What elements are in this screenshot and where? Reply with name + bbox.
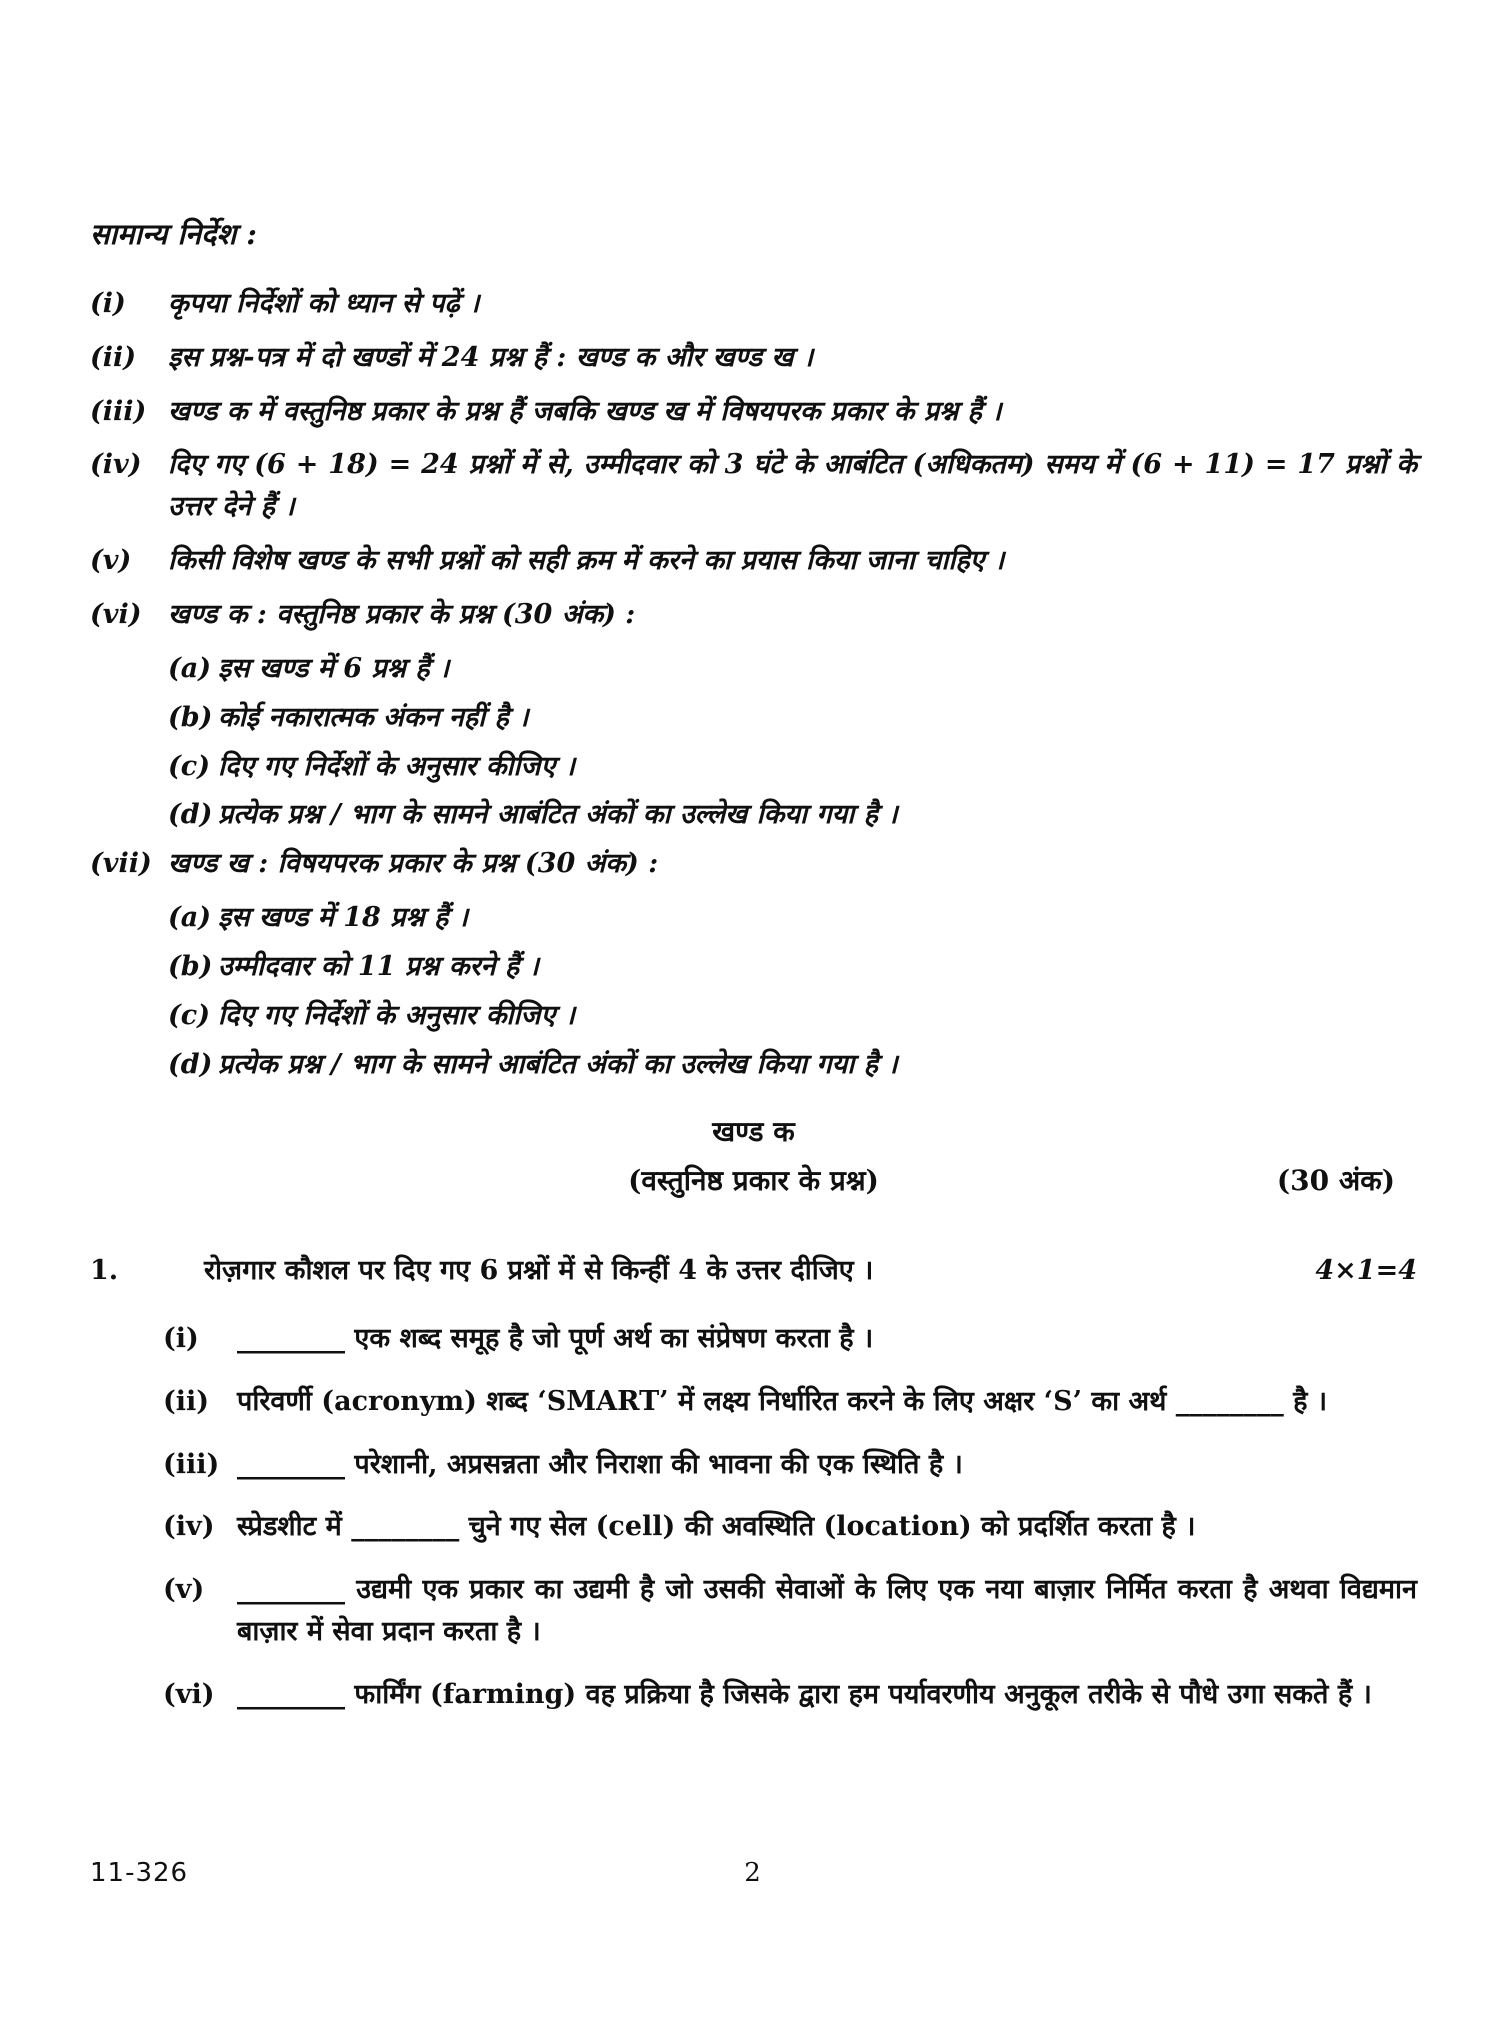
- part-label: (vi): [163, 1678, 215, 1710]
- instruction-label: (ii): [90, 341, 137, 373]
- instruction-subtext: उम्मीदवार को 11 प्रश्न करने हैं ।: [218, 950, 539, 982]
- instruction-subtext: इस खण्ड में 18 प्रश्न हैं ।: [218, 902, 469, 934]
- instruction-subitem-vii-d: [168, 1044, 1417, 1086]
- part-text: ________ उद्यमी एक प्रकार का उद्यमी है जो उसकी सेवाओं के लिए एक नया बाज़ार निर्मित करता है अथवा विद्यमान बाज़ार में सेवा प्रदान करता है ।: [237, 1574, 1417, 1648]
- instruction-text: खण्ड क में वस्तुनिष्ठ प्रकार के प्रश्न हैं जबकि खण्ड ख में विषयपरक प्रकार के प्रश्न हैं ।: [168, 395, 1002, 427]
- page-number: 2: [744, 1858, 761, 1888]
- instruction-sublabel: (d): [168, 1048, 213, 1080]
- instruction-item-vi: [90, 594, 1417, 636]
- paper-code: 11-326: [90, 1858, 189, 1888]
- instruction-subitem-vi-b: [168, 697, 1417, 739]
- question-1-part-iv: [163, 1506, 1417, 1548]
- instruction-label: (iv): [90, 449, 142, 481]
- instruction-label: (i): [90, 287, 126, 319]
- part-label: (ii): [163, 1385, 210, 1417]
- part-label: (iii): [163, 1448, 220, 1480]
- instruction-item-v: [90, 540, 1417, 582]
- instruction-label: (v): [90, 545, 132, 577]
- part-label: (i): [163, 1322, 199, 1354]
- instruction-text: कृपया निर्देशों को ध्यान से पढ़ें ।: [168, 287, 480, 319]
- instruction-sublabel: (c): [168, 999, 210, 1031]
- instruction-sublabel: (b): [168, 950, 213, 982]
- instruction-item-vii: [90, 843, 1417, 885]
- instruction-subitem-vi-d: [168, 794, 1417, 836]
- instruction-label: (vii): [90, 848, 152, 880]
- instruction-sublabel: (a): [168, 902, 212, 934]
- instruction-label: (iii): [90, 395, 147, 427]
- section-subtitle: (वस्तुनिष्ठ प्रकार के प्रश्न): [628, 1163, 879, 1197]
- part-text: ________ एक शब्द समूह है जो पूर्ण अर्थ का संप्रेषण करता है ।: [237, 1322, 874, 1354]
- question-number: 1.: [90, 1255, 119, 1286]
- instruction-subtext: दिए गए निर्देशों के अनुसार कीजिए ।: [218, 999, 576, 1031]
- general-instructions: [90, 212, 1417, 1092]
- instruction-subtext: प्रत्येक प्रश्न / भाग के सामने आबंटित अंकों का उल्लेख किया गया है ।: [218, 1048, 898, 1080]
- instruction-item-i: [90, 283, 1417, 325]
- question-1-part-i: [163, 1318, 1417, 1360]
- section-marks: (30 अंक): [1276, 1163, 1395, 1197]
- instruction-item-ii: [90, 337, 1417, 379]
- instruction-subitem-vii-c: [168, 995, 1417, 1037]
- instruction-sublabel: (a): [168, 652, 212, 684]
- instruction-item-iv: [90, 444, 1417, 528]
- general-instructions-heading: सामान्य निर्देश :: [90, 217, 257, 251]
- section-title: खण्ड क: [712, 1115, 795, 1148]
- instruction-label: (vi): [90, 599, 142, 630]
- instruction-sublabel: (d): [168, 799, 213, 831]
- question-1-head: [90, 1250, 1417, 1292]
- instruction-subitem-vi-a: [168, 648, 1417, 690]
- instruction-text: दिए गए (6 + 18) = 24 प्रश्नों में से, उम्मीदवार को 3 घंटे के आबंटित (अधिकतम) समय में (6 + 11) = 17 प्रश्नों के उत्तर देने हैं ।: [168, 449, 1417, 523]
- part-label: (iv): [163, 1511, 215, 1543]
- question-1-part-v: [163, 1569, 1417, 1653]
- instruction-text: खण्ड ख : विषयपरक प्रकार के प्रश्न (30 अंक) :: [168, 848, 659, 880]
- question-1-part-ii: [163, 1381, 1417, 1423]
- instruction-sublabel: (c): [168, 750, 210, 782]
- instruction-subtext: इस खण्ड में 6 प्रश्न हैं ।: [218, 652, 450, 684]
- instruction-text: किसी विशेष खण्ड के सभी प्रश्नों को सही क्रम में करने का प्रयास किया जाना चाहिए ।: [168, 545, 1005, 577]
- section-a-header: [90, 1112, 1417, 1201]
- instruction-subtext: प्रत्येक प्रश्न / भाग के सामने आबंटित अंकों का उल्लेख किया गया है ।: [218, 799, 898, 831]
- section-subtitle-row: [90, 1161, 1417, 1202]
- part-text: ________ फार्मिंग (farming) वह प्रक्रिया है जिसके द्वारा हम पर्यावरणीय अनुकूल तरीके से पौधे उगा सकते हैं ।: [237, 1678, 1372, 1710]
- instruction-text: इस प्रश्न-पत्र में दो खण्डों में 24 प्रश्न हैं : खण्ड क और खण्ड ख ।: [168, 341, 814, 373]
- instruction-item-iii: [90, 391, 1417, 433]
- question-1-part-vi: [163, 1674, 1417, 1716]
- question-text: रोज़गार कौशल पर दिए गए 6 प्रश्नों में से किन्हीं 4 के उत्तर दीजिए ।: [204, 1255, 874, 1286]
- instruction-sublabel: (b): [168, 701, 213, 733]
- part-text: परिवर्णी (acronym) शब्द ‘SMART’ में लक्ष्य निर्धारित करने के लिए अक्षर ‘S’ का अर्थ ________ है ।: [237, 1385, 1328, 1417]
- page-footer: [0, 1858, 1505, 1898]
- instruction-subtext: कोई नकारात्मक अंकन नहीं है ।: [218, 701, 529, 733]
- instruction-text: खण्ड क : वस्तुनिष्ठ प्रकार के प्रश्न (30 अंक) :: [168, 599, 636, 630]
- instruction-subtext: दिए गए निर्देशों के अनुसार कीजिए ।: [218, 750, 576, 782]
- part-text: स्प्रेडशीट में ________ चुने गए सेल (cell) की अवस्थिति (location) को प्रदर्शित करता है ।: [237, 1511, 1196, 1543]
- part-label: (v): [163, 1574, 205, 1606]
- instruction-subitem-vi-c: [168, 746, 1417, 788]
- question-1-part-iii: [163, 1444, 1417, 1486]
- question-1: [90, 1250, 1417, 1737]
- instruction-subitem-vii-b: [168, 946, 1417, 988]
- question-marks: 4×1=4: [1315, 1255, 1417, 1286]
- instruction-subitem-vii-a: [168, 897, 1417, 939]
- part-text: ________ परेशानी, अप्रसन्नता और निराशा की भावना की एक स्थिति है ।: [237, 1448, 963, 1480]
